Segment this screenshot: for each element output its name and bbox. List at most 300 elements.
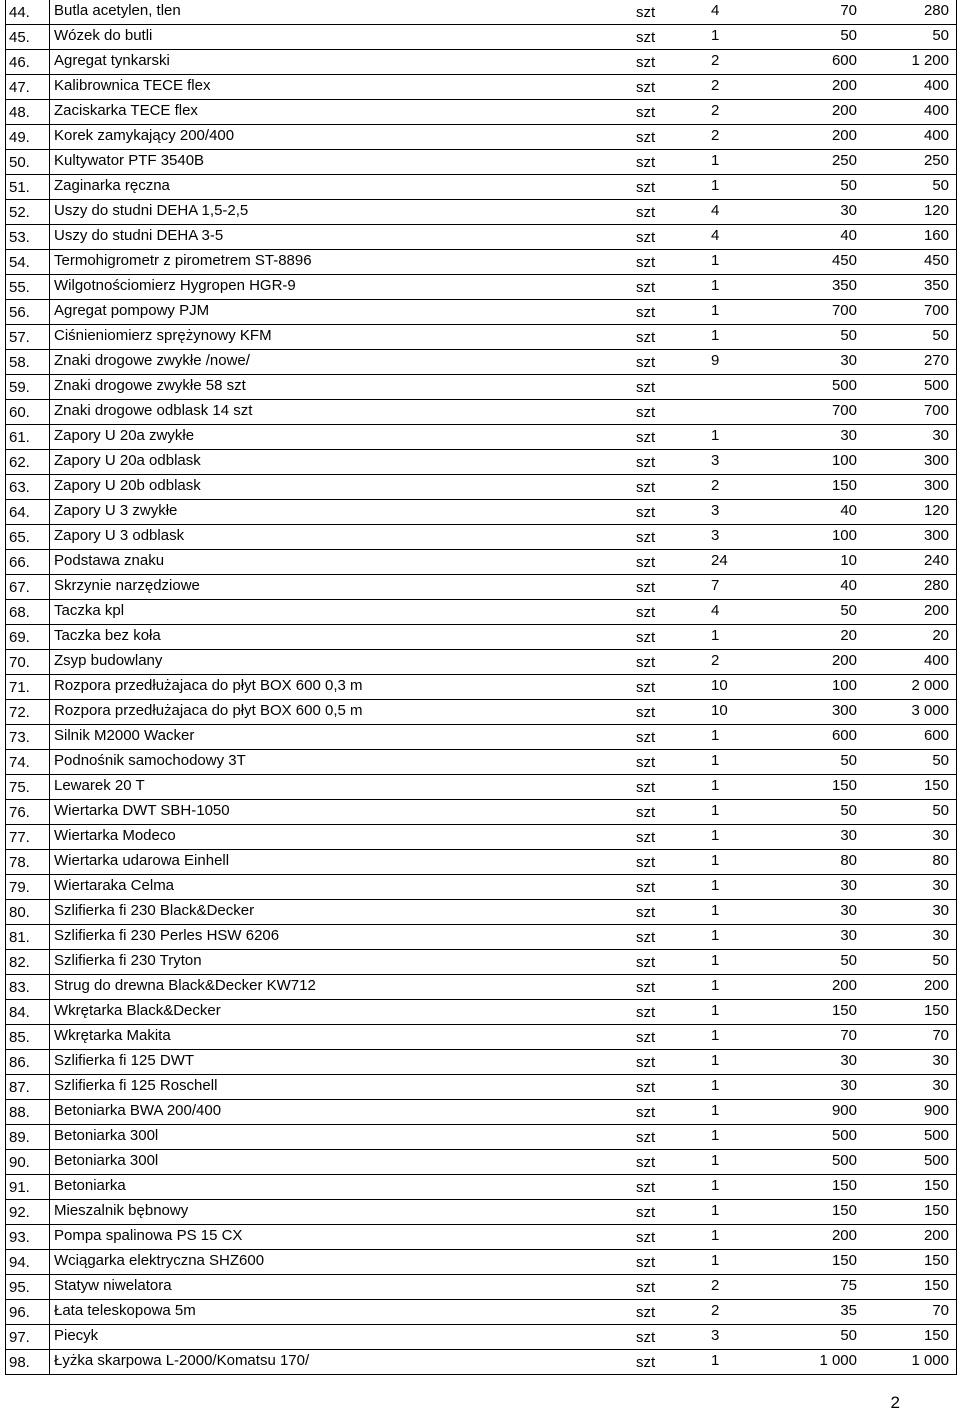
total-value-cell: 900 <box>875 1100 957 1125</box>
unit-price-cell: 50 <box>777 600 875 625</box>
item-name: Zapory U 20b odblask <box>50 475 620 500</box>
quantity-cell: 1 <box>706 175 777 200</box>
item-name: Szlifierka fi 230 Perles HSW 6206 <box>50 925 620 950</box>
row-number: 81. <box>6 925 50 950</box>
quantity-cell: 1 <box>706 1050 777 1075</box>
unit-cell: szt <box>619 1275 706 1300</box>
quantity-cell: 2 <box>706 75 777 100</box>
item-name: Rozpora przedłużajaca do płyt BOX 600 0,5 m <box>50 700 620 725</box>
row-number: 66. <box>6 550 50 575</box>
total-value-cell: 600 <box>875 725 957 750</box>
unit-cell: szt <box>619 325 706 350</box>
row-number: 56. <box>6 300 50 325</box>
unit-cell: szt <box>619 100 706 125</box>
total-value-cell: 50 <box>875 325 957 350</box>
table-row <box>6 500 957 525</box>
total-value-cell: 30 <box>875 425 957 450</box>
row-number: 78. <box>6 850 50 875</box>
unit-price-cell: 35 <box>777 1300 875 1325</box>
unit-cell: szt <box>619 1300 706 1325</box>
table-row <box>6 325 957 350</box>
unit-cell: szt <box>619 825 706 850</box>
row-number: 95. <box>6 1275 50 1300</box>
quantity-cell: 3 <box>706 1325 777 1350</box>
item-name: Ciśnieniomierz sprężynowy KFM <box>50 325 620 350</box>
quantity-cell: 1 <box>706 725 777 750</box>
unit-price-cell: 50 <box>777 1325 875 1350</box>
quantity-cell: 1 <box>706 925 777 950</box>
quantity-cell: 9 <box>706 350 777 375</box>
unit-price-cell: 500 <box>777 1150 875 1175</box>
unit-price-cell: 1 000 <box>777 1350 875 1375</box>
total-value-cell: 400 <box>875 125 957 150</box>
unit-price-cell: 20 <box>777 625 875 650</box>
unit-cell: szt <box>619 125 706 150</box>
unit-price-cell: 150 <box>777 1250 875 1275</box>
row-number: 96. <box>6 1300 50 1325</box>
unit-cell: szt <box>619 925 706 950</box>
table-row <box>6 675 957 700</box>
table-row <box>6 1250 957 1275</box>
unit-price-cell: 30 <box>777 925 875 950</box>
table-row <box>6 200 957 225</box>
quantity-cell: 1 <box>706 900 777 925</box>
quantity-cell: 1 <box>706 25 777 50</box>
quantity-cell: 10 <box>706 700 777 725</box>
total-value-cell: 150 <box>875 1250 957 1275</box>
row-number: 89. <box>6 1125 50 1150</box>
unit-cell: szt <box>619 775 706 800</box>
table-row <box>6 225 957 250</box>
row-number: 79. <box>6 875 50 900</box>
table-row <box>6 300 957 325</box>
unit-cell: szt <box>619 300 706 325</box>
unit-cell: szt <box>619 575 706 600</box>
row-number: 54. <box>6 250 50 275</box>
unit-cell: szt <box>619 525 706 550</box>
unit-price-cell: 50 <box>777 950 875 975</box>
total-value-cell: 280 <box>875 0 957 25</box>
quantity-cell: 2 <box>706 475 777 500</box>
unit-price-cell: 50 <box>777 325 875 350</box>
quantity-cell: 1 <box>706 750 777 775</box>
table-row <box>6 1025 957 1050</box>
unit-price-cell: 700 <box>777 400 875 425</box>
row-number: 68. <box>6 600 50 625</box>
unit-price-cell: 50 <box>777 25 875 50</box>
quantity-cell: 2 <box>706 100 777 125</box>
total-value-cell: 500 <box>875 375 957 400</box>
item-name: Znaki drogowe zwykłe /nowe/ <box>50 350 620 375</box>
row-number: 94. <box>6 1250 50 1275</box>
unit-cell: szt <box>619 1025 706 1050</box>
table-row <box>6 1175 957 1200</box>
total-value-cell: 700 <box>875 300 957 325</box>
table-row <box>6 1300 957 1325</box>
total-value-cell: 30 <box>875 1075 957 1100</box>
quantity-cell: 1 <box>706 800 777 825</box>
item-name: Wiertarka Modeco <box>50 825 620 850</box>
page-number: 2 <box>890 1393 900 1412</box>
item-name: Agregat tynkarski <box>50 50 620 75</box>
unit-price-cell: 150 <box>777 475 875 500</box>
table-row <box>6 650 957 675</box>
row-number: 69. <box>6 625 50 650</box>
unit-cell: szt <box>619 900 706 925</box>
unit-cell: szt <box>619 950 706 975</box>
item-name: Silnik M2000 Wacker <box>50 725 620 750</box>
item-name: Wiertarka DWT SBH-1050 <box>50 800 620 825</box>
item-name: Butla acetylen, tlen <box>50 0 620 25</box>
unit-price-cell: 250 <box>777 150 875 175</box>
item-name: Piecyk <box>50 1325 620 1350</box>
total-value-cell: 30 <box>875 875 957 900</box>
table-row <box>6 875 957 900</box>
row-number: 63. <box>6 475 50 500</box>
quantity-cell: 1 <box>706 1025 777 1050</box>
item-name: Wiertarka udarowa Einhell <box>50 850 620 875</box>
total-value-cell: 2 000 <box>875 675 957 700</box>
item-name: Wkrętarka Black&Decker <box>50 1000 620 1025</box>
total-value-cell: 500 <box>875 1150 957 1175</box>
unit-cell: szt <box>619 550 706 575</box>
table-row <box>6 700 957 725</box>
unit-price-cell: 150 <box>777 1175 875 1200</box>
quantity-cell: 2 <box>706 50 777 75</box>
unit-cell: szt <box>619 1050 706 1075</box>
table-row <box>6 475 957 500</box>
item-name: Wilgotnościomierz Hygropen HGR-9 <box>50 275 620 300</box>
unit-cell: szt <box>619 425 706 450</box>
item-name: Betoniarka 300l <box>50 1125 620 1150</box>
unit-cell: szt <box>619 225 706 250</box>
unit-price-cell: 200 <box>777 650 875 675</box>
unit-cell: szt <box>619 1000 706 1025</box>
quantity-cell: 1 <box>706 975 777 1000</box>
unit-cell: szt <box>619 200 706 225</box>
unit-cell: szt <box>619 700 706 725</box>
total-value-cell: 200 <box>875 600 957 625</box>
table-row <box>6 400 957 425</box>
unit-price-cell: 150 <box>777 775 875 800</box>
total-value-cell: 300 <box>875 525 957 550</box>
row-number: 49. <box>6 125 50 150</box>
item-name: Lewarek 20 T <box>50 775 620 800</box>
table-row <box>6 750 957 775</box>
item-name: Zapory U 3 odblask <box>50 525 620 550</box>
unit-cell: szt <box>619 625 706 650</box>
table-row <box>6 175 957 200</box>
table-row <box>6 250 957 275</box>
unit-price-cell: 450 <box>777 250 875 275</box>
item-name: Zsyp budowlany <box>50 650 620 675</box>
item-name: Korek zamykający 200/400 <box>50 125 620 150</box>
quantity-cell: 1 <box>706 425 777 450</box>
total-value-cell: 150 <box>875 1000 957 1025</box>
unit-cell: szt <box>619 1350 706 1375</box>
item-name: Skrzynie narzędziowe <box>50 575 620 600</box>
total-value-cell: 500 <box>875 1125 957 1150</box>
total-value-cell: 300 <box>875 475 957 500</box>
row-number: 82. <box>6 950 50 975</box>
quantity-cell: 1 <box>706 950 777 975</box>
unit-cell: szt <box>619 350 706 375</box>
total-value-cell: 200 <box>875 975 957 1000</box>
unit-cell: szt <box>619 150 706 175</box>
unit-price-cell: 150 <box>777 1000 875 1025</box>
unit-cell: szt <box>619 1250 706 1275</box>
total-value-cell: 1 200 <box>875 50 957 75</box>
unit-price-cell: 500 <box>777 375 875 400</box>
item-name: Wciągarka elektryczna SHZ600 <box>50 1250 620 1275</box>
row-number: 62. <box>6 450 50 475</box>
quantity-cell: 2 <box>706 125 777 150</box>
table-row <box>6 925 957 950</box>
total-value-cell: 300 <box>875 450 957 475</box>
quantity-cell: 10 <box>706 675 777 700</box>
item-name: Rozpora przedłużajaca do płyt BOX 600 0,3 m <box>50 675 620 700</box>
total-value-cell: 150 <box>875 1200 957 1225</box>
table-row <box>6 75 957 100</box>
table-row <box>6 1275 957 1300</box>
total-value-cell: 400 <box>875 75 957 100</box>
row-number: 65. <box>6 525 50 550</box>
unit-cell: szt <box>619 675 706 700</box>
unit-price-cell: 10 <box>777 550 875 575</box>
row-number: 50. <box>6 150 50 175</box>
quantity-cell: 1 <box>706 1225 777 1250</box>
unit-price-cell: 30 <box>777 900 875 925</box>
row-number: 67. <box>6 575 50 600</box>
row-number: 90. <box>6 1150 50 1175</box>
quantity-cell: 1 <box>706 1100 777 1125</box>
row-number: 92. <box>6 1200 50 1225</box>
unit-cell: szt <box>619 450 706 475</box>
table-row <box>6 575 957 600</box>
table-row <box>6 350 957 375</box>
item-name: Wózek do butli <box>50 25 620 50</box>
total-value-cell: 30 <box>875 1050 957 1075</box>
unit-price-cell: 700 <box>777 300 875 325</box>
total-value-cell: 150 <box>875 1175 957 1200</box>
item-name: Kultywator PTF 3540B <box>50 150 620 175</box>
table-row <box>6 450 957 475</box>
total-value-cell: 700 <box>875 400 957 425</box>
quantity-cell: 1 <box>706 250 777 275</box>
quantity-cell: 1 <box>706 1350 777 1375</box>
unit-cell: szt <box>619 500 706 525</box>
table-row <box>6 550 957 575</box>
unit-price-cell: 600 <box>777 725 875 750</box>
unit-price-cell: 100 <box>777 450 875 475</box>
quantity-cell: 4 <box>706 225 777 250</box>
item-name: Podnośnik samochodowy 3T <box>50 750 620 775</box>
row-number: 53. <box>6 225 50 250</box>
quantity-cell: 1 <box>706 1200 777 1225</box>
item-name: Łata teleskopowa 5m <box>50 1300 620 1325</box>
unit-price-cell: 900 <box>777 1100 875 1125</box>
total-value-cell: 80 <box>875 850 957 875</box>
unit-price-cell: 40 <box>777 575 875 600</box>
table-row <box>6 100 957 125</box>
quantity-cell <box>706 375 777 400</box>
unit-price-cell: 100 <box>777 675 875 700</box>
total-value-cell: 270 <box>875 350 957 375</box>
unit-cell: szt <box>619 975 706 1000</box>
total-value-cell: 350 <box>875 275 957 300</box>
table-row <box>6 850 957 875</box>
row-number: 93. <box>6 1225 50 1250</box>
total-value-cell: 120 <box>875 500 957 525</box>
quantity-cell: 3 <box>706 450 777 475</box>
row-number: 88. <box>6 1100 50 1125</box>
table-row <box>6 825 957 850</box>
total-value-cell: 120 <box>875 200 957 225</box>
item-name: Znaki drogowe odblask 14 szt <box>50 400 620 425</box>
item-name: Taczka bez koła <box>50 625 620 650</box>
unit-cell: szt <box>619 0 706 25</box>
unit-cell: szt <box>619 650 706 675</box>
unit-price-cell: 50 <box>777 800 875 825</box>
unit-price-cell: 30 <box>777 875 875 900</box>
row-number: 45. <box>6 25 50 50</box>
row-number: 75. <box>6 775 50 800</box>
total-value-cell: 200 <box>875 1225 957 1250</box>
table-row <box>6 1150 957 1175</box>
quantity-cell: 3 <box>706 525 777 550</box>
quantity-cell: 1 <box>706 775 777 800</box>
unit-cell: szt <box>619 725 706 750</box>
inventory-table-body <box>6 0 957 1375</box>
row-number: 47. <box>6 75 50 100</box>
table-row <box>6 975 957 1000</box>
table-row <box>6 425 957 450</box>
table-row <box>6 600 957 625</box>
total-value-cell: 250 <box>875 150 957 175</box>
unit-price-cell: 300 <box>777 700 875 725</box>
unit-price-cell: 100 <box>777 525 875 550</box>
table-row <box>6 800 957 825</box>
item-name: Pompa spalinowa PS 15 CX <box>50 1225 620 1250</box>
total-value-cell: 150 <box>875 1325 957 1350</box>
row-number: 86. <box>6 1050 50 1075</box>
total-value-cell: 280 <box>875 575 957 600</box>
table-row <box>6 1225 957 1250</box>
item-name: Termohigrometr z pirometrem ST-8896 <box>50 250 620 275</box>
unit-cell: szt <box>619 1075 706 1100</box>
total-value-cell: 150 <box>875 775 957 800</box>
total-value-cell: 30 <box>875 900 957 925</box>
total-value-cell: 30 <box>875 925 957 950</box>
row-number: 72. <box>6 700 50 725</box>
item-name: Agregat pompowy PJM <box>50 300 620 325</box>
unit-cell: szt <box>619 750 706 775</box>
item-name: Łyżka skarpowa L-2000/Komatsu 170/ <box>50 1350 620 1375</box>
row-number: 51. <box>6 175 50 200</box>
quantity-cell: 4 <box>706 200 777 225</box>
unit-cell: szt <box>619 1175 706 1200</box>
total-value-cell: 70 <box>875 1025 957 1050</box>
unit-price-cell: 200 <box>777 75 875 100</box>
total-value-cell: 50 <box>875 800 957 825</box>
quantity-cell: 1 <box>706 625 777 650</box>
unit-price-cell: 80 <box>777 850 875 875</box>
unit-price-cell: 200 <box>777 125 875 150</box>
unit-price-cell: 30 <box>777 1075 875 1100</box>
unit-cell: szt <box>619 1225 706 1250</box>
quantity-cell: 1 <box>706 1250 777 1275</box>
table-row <box>6 1075 957 1100</box>
row-number: 71. <box>6 675 50 700</box>
unit-price-cell: 600 <box>777 50 875 75</box>
item-name: Zapory U 20a zwykłe <box>50 425 620 450</box>
unit-price-cell: 30 <box>777 200 875 225</box>
unit-cell: szt <box>619 275 706 300</box>
item-name: Uszy do studni DEHA 1,5-2,5 <box>50 200 620 225</box>
item-name: Znaki drogowe zwykłe 58 szt <box>50 375 620 400</box>
quantity-cell: 1 <box>706 825 777 850</box>
quantity-cell: 2 <box>706 650 777 675</box>
quantity-cell: 1 <box>706 1125 777 1150</box>
item-name: Betoniarka BWA 200/400 <box>50 1100 620 1125</box>
unit-cell: szt <box>619 75 706 100</box>
table-row <box>6 1125 957 1150</box>
item-name: Szlifierka fi 125 DWT <box>50 1050 620 1075</box>
table-row <box>6 725 957 750</box>
table-row <box>6 50 957 75</box>
row-number: 52. <box>6 200 50 225</box>
unit-cell: szt <box>619 600 706 625</box>
total-value-cell: 3 000 <box>875 700 957 725</box>
unit-price-cell: 30 <box>777 350 875 375</box>
unit-cell: szt <box>619 475 706 500</box>
unit-price-cell: 200 <box>777 975 875 1000</box>
unit-price-cell: 50 <box>777 175 875 200</box>
unit-cell: szt <box>619 1200 706 1225</box>
row-number: 74. <box>6 750 50 775</box>
unit-price-cell: 350 <box>777 275 875 300</box>
row-number: 59. <box>6 375 50 400</box>
quantity-cell: 4 <box>706 0 777 25</box>
unit-cell: szt <box>619 800 706 825</box>
unit-cell: szt <box>619 175 706 200</box>
unit-cell: szt <box>619 850 706 875</box>
row-number: 58. <box>6 350 50 375</box>
quantity-cell: 3 <box>706 500 777 525</box>
unit-cell: szt <box>619 375 706 400</box>
quantity-cell: 7 <box>706 575 777 600</box>
table-row <box>6 775 957 800</box>
quantity-cell: 2 <box>706 1275 777 1300</box>
unit-cell: szt <box>619 1150 706 1175</box>
total-value-cell: 160 <box>875 225 957 250</box>
row-number: 46. <box>6 50 50 75</box>
row-number: 70. <box>6 650 50 675</box>
item-name: Podstawa znaku <box>50 550 620 575</box>
total-value-cell: 1 000 <box>875 1350 957 1375</box>
total-value-cell: 50 <box>875 750 957 775</box>
row-number: 57. <box>6 325 50 350</box>
quantity-cell: 1 <box>706 1175 777 1200</box>
total-value-cell: 150 <box>875 1275 957 1300</box>
quantity-cell: 1 <box>706 300 777 325</box>
total-value-cell: 240 <box>875 550 957 575</box>
total-value-cell: 50 <box>875 175 957 200</box>
table-row <box>6 1000 957 1025</box>
table-row <box>6 625 957 650</box>
unit-price-cell: 40 <box>777 500 875 525</box>
item-name: Szlifierka fi 125 Roschell <box>50 1075 620 1100</box>
